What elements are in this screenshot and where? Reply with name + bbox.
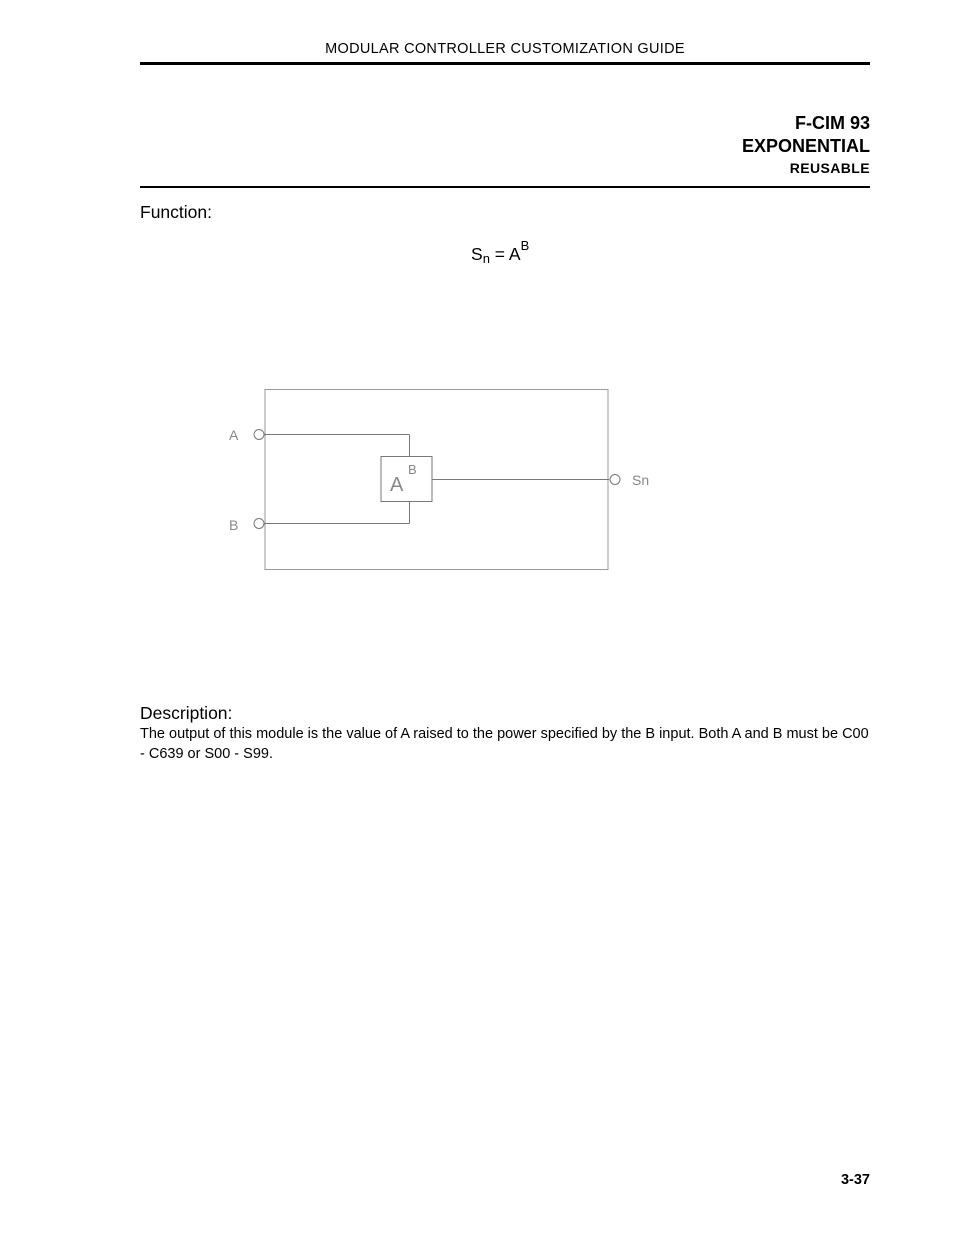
block-exponent-label: B — [408, 462, 417, 477]
function-block-diagram — [220, 380, 670, 580]
header-rule — [140, 62, 870, 65]
page-number: 3-37 — [840, 1172, 870, 1188]
formula-lhs: S — [471, 244, 483, 264]
section-rule — [140, 186, 870, 188]
module-name: EXPONENTIAL — [741, 136, 870, 156]
description-text: The output of this module is the value of A raised to the power specified by the B input. Both A and B must be C00 - C639 or S00 - S99. — [140, 726, 869, 762]
formula-lhs-subscript: n — [482, 251, 490, 266]
formula-exponent: B — [520, 238, 530, 253]
function-heading: Function: — [140, 202, 212, 222]
module-title-block — [742, 111, 870, 178]
running-header: MODULAR CONTROLLER CUSTOMIZATION GUIDE — [325, 41, 685, 57]
description-heading: Description: — [140, 703, 233, 723]
module-type: REUSABLE — [789, 160, 870, 176]
output-sn-label: Sn — [632, 472, 650, 488]
block-base-label: A — [390, 474, 404, 496]
exponent-block — [381, 457, 432, 502]
function-formula — [471, 238, 530, 266]
input-a-connector — [254, 430, 264, 440]
input-a-label: A — [229, 427, 239, 443]
input-b-label: B — [229, 517, 239, 533]
output-sn-connector — [610, 475, 620, 485]
input-b-connector — [254, 519, 264, 529]
formula-base: A — [508, 244, 521, 264]
formula-equals: = — [489, 244, 509, 264]
module-code: F-CIM 93 — [794, 113, 870, 133]
